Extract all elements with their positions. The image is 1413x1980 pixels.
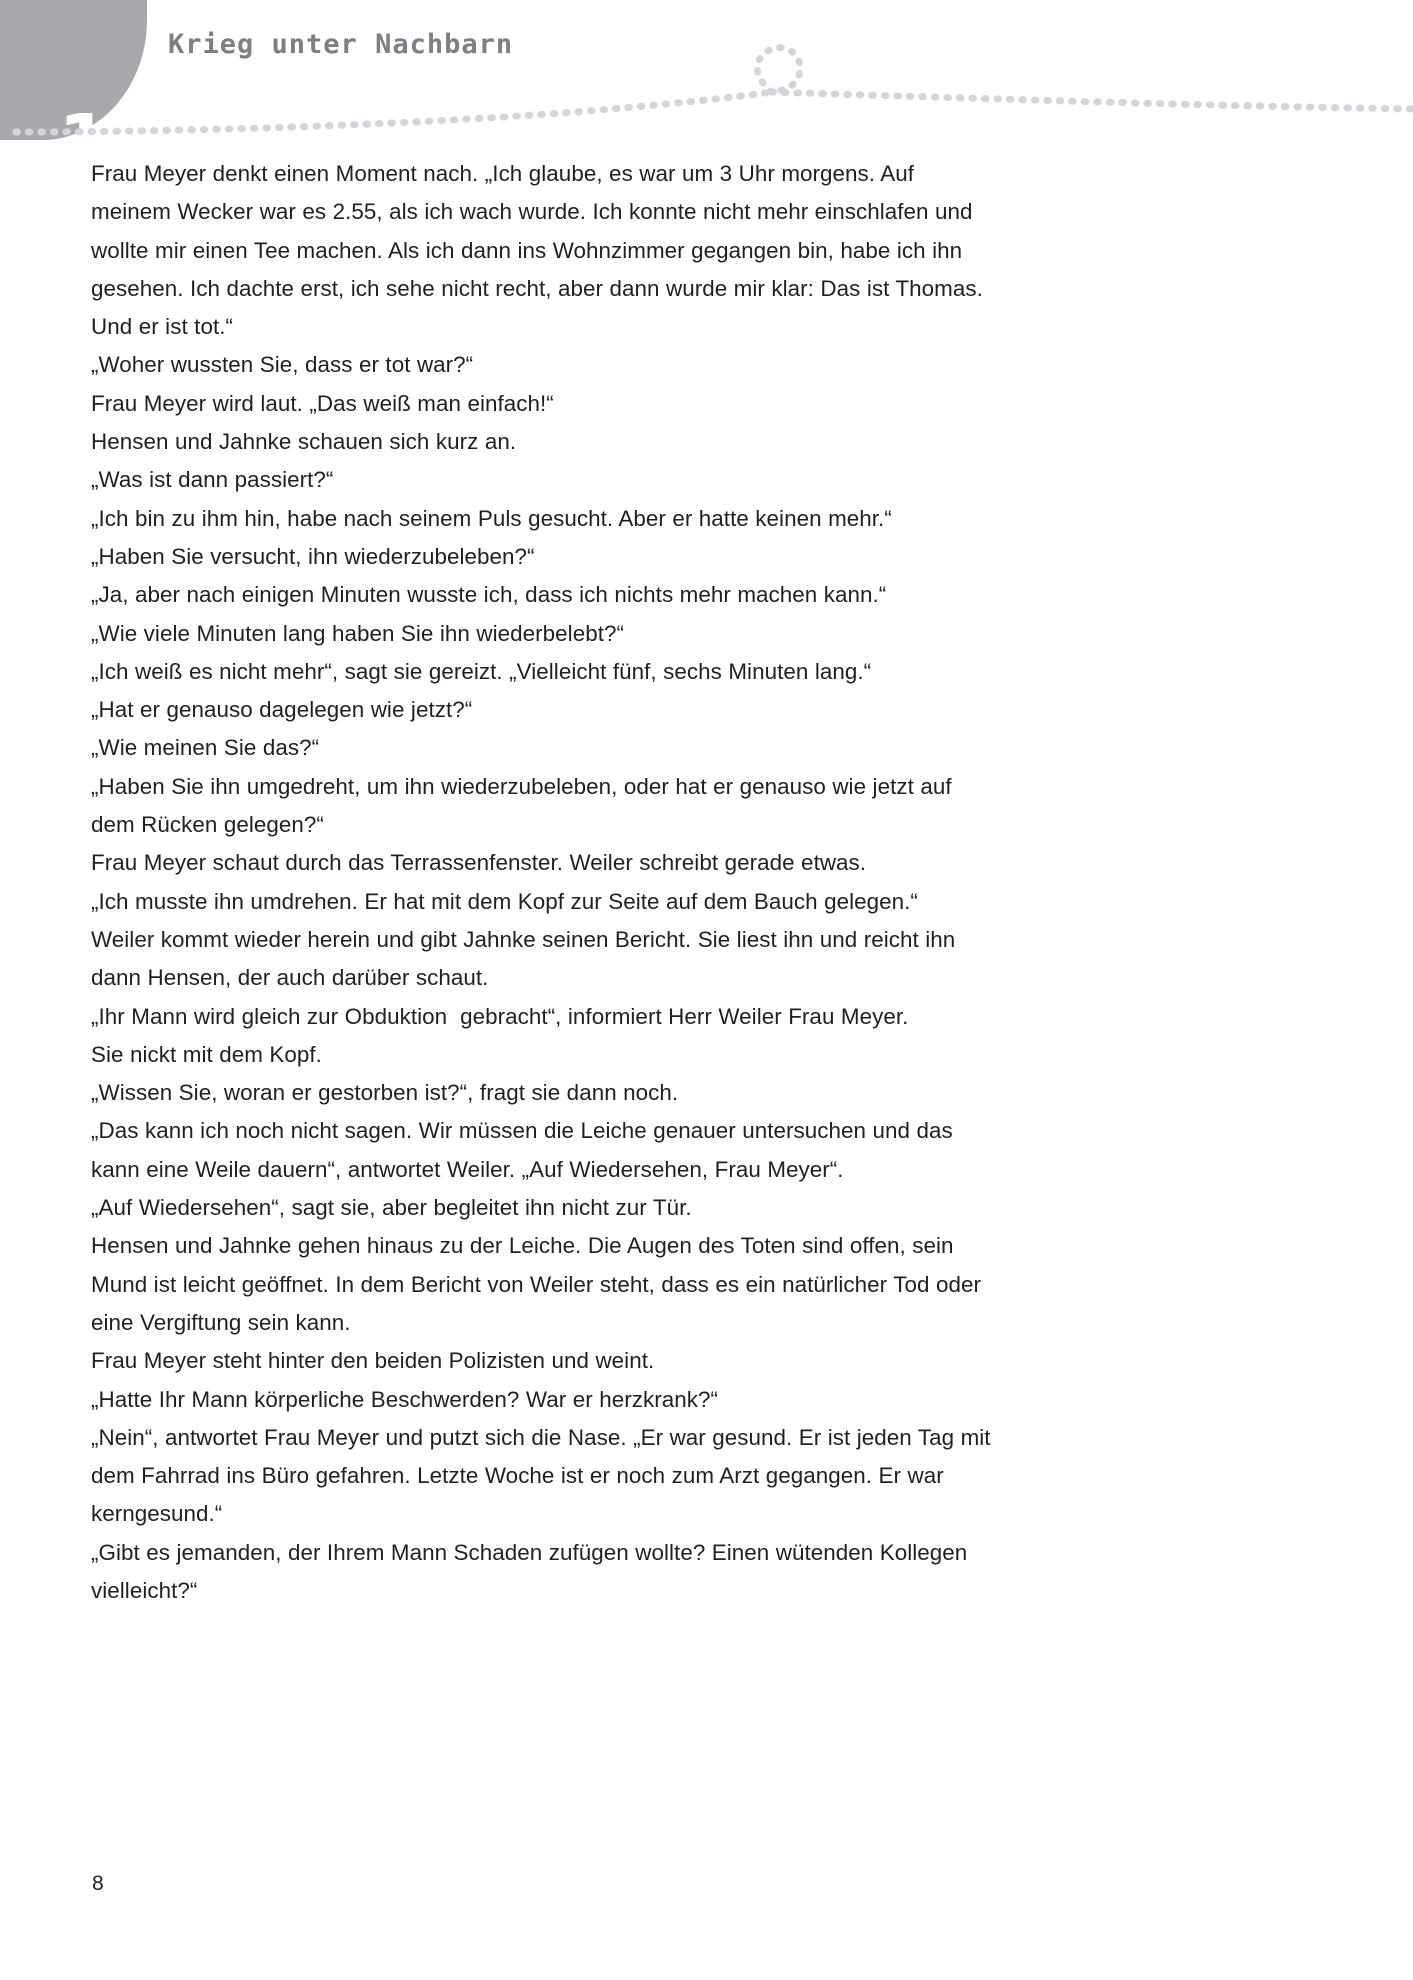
body-paragraph: „Das kann ich noch nicht sagen. Wir müssen die Leiche genauer untersuchen und das kann eine Weile dauern“, antwortet Weiler. „Auf Wiedersehen, Frau Meyer“. <box>91 1118 960 1182</box>
body-paragraph: „Hat er genauso dagelegen wie jetzt?“ <box>91 697 473 723</box>
body-paragraph: Hensen und Jahnke schauen sich kurz an. <box>91 429 517 455</box>
body-paragraph: „Hatte Ihr Mann körperliche Beschwerden? War er herzkrank?“ <box>91 1386 718 1412</box>
body-paragraph: Hensen und Jahnke gehen hinaus zu der Leiche. Die Augen des Toten sind offen, sein Mund ist leicht geöffnet. In dem Bericht von Weiler steht, dass es ein natürlicher Tod oder eine Vergiftung sein kann. <box>91 1233 988 1335</box>
body-paragraph: „Ich musste ihn umdrehen. Er hat mit dem Kopf zur Seite auf dem Bauch gelegen.“ <box>91 888 918 914</box>
body-paragraph: „Ihr Mann wird gleich zur Obduktion gebracht“, informiert Herr Weiler Frau Meyer. <box>91 1003 909 1029</box>
page-header <box>0 0 1413 185</box>
chapter-number: 1 <box>58 99 108 185</box>
body-paragraph: „Wissen Sie, woran er gestorben ist?“, fragt sie dann noch. <box>91 1080 679 1106</box>
body-paragraph: Frau Meyer denkt einen Moment nach. „Ich glaube, es war um 3 Uhr morgens. Auf meinem Wecker war es 2.55, als ich wach wurde. Ich konnte nicht mehr einschlafen und wollte mir einen Tee machen. Als ich dann ins Wohnzimmer gegangen bin, habe ich ihn gesehen. Ich dachte erst, ich sehe nicht recht, aber dann wurde mir klar: Das ist Thomas. Und er ist tot.“ <box>91 161 990 340</box>
body-paragraph: Frau Meyer wird laut. „Das weiß man einfach!“ <box>91 390 554 416</box>
body-paragraph: „Ich bin zu ihm hin, habe nach seinem Puls gesucht. Aber er hatte keinen mehr.“ <box>91 505 892 531</box>
body-paragraph: „Wie viele Minuten lang haben Sie ihn wiederbelebt?“ <box>91 620 624 646</box>
page-number: 8 <box>92 1872 104 1895</box>
body-paragraph: „Ich weiß es nicht mehr“, sagt sie gereizt. „Vielleicht fünf, sechs Minuten lang.“ <box>91 658 872 684</box>
chapter-title: Krieg unter Nachbarn <box>168 29 514 60</box>
page-body <box>91 155 996 1610</box>
body-paragraph: „Nein“, antwortet Frau Meyer und putzt sich die Nase. „Er war gesund. Er ist jeden Tag mit dem Fahrrad ins Büro gefahren. Letzte Woche ist er noch zum Arzt gegangen. Er war kerngesund.“ <box>91 1424 998 1527</box>
body-paragraph: „Haben Sie versucht, ihn wiederzubeleben?“ <box>91 543 535 569</box>
body-paragraph: „Haben Sie ihn umgedreht, um ihn wiederzubeleben, oder hat er genauso wie jetzt auf dem Rücken gelegen?“ <box>91 773 959 838</box>
body-paragraph: „Auf Wiedersehen“, sagt sie, aber begleitet ihn nicht zur Tür. <box>91 1195 692 1221</box>
body-paragraph: „Ja, aber nach einigen Minuten wusste ich, dass ich nichts mehr machen kann.“ <box>91 582 887 608</box>
body-paragraph: „Gibt es jemanden, der Ihrem Mann Schaden zufügen wollte? Einen wütenden Kollegen vielleicht?“ <box>91 1539 974 1603</box>
body-paragraph: Frau Meyer schaut durch das Terrassenfenster. Weiler schreibt gerade etwas. <box>91 850 867 876</box>
body-paragraph: Sie nickt mit dem Kopf. <box>91 1041 322 1067</box>
body-paragraph: Frau Meyer steht hinter den beiden Polizisten und weint. <box>91 1348 655 1374</box>
body-paragraph: Weiler kommt wieder herein und gibt Jahnke seinen Bericht. Sie liest ihn und reicht ihn dann Hensen, der auch darüber schaut. <box>91 926 962 991</box>
body-paragraph: „Wie meinen Sie das?“ <box>91 735 320 761</box>
body-paragraph: „Was ist dann passiert?“ <box>91 467 334 493</box>
body-paragraph: „Woher wussten Sie, dass er tot war?“ <box>91 352 474 378</box>
